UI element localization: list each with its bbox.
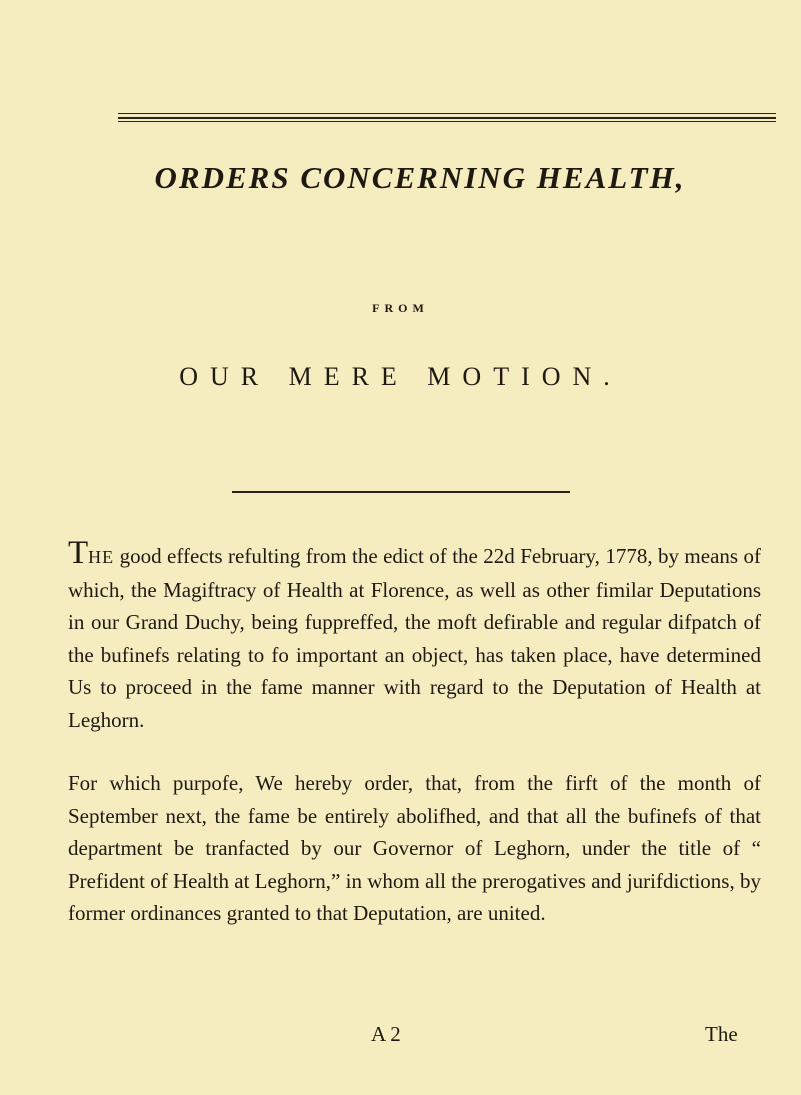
divider-rule [232,491,570,493]
paragraph-1-text: good effects refulting from the edict of the 22d February, 1778, by means of which, the Magiftracy of Health at Florence, as well as other fimilar Deputations in our Grand Duchy, being fuppreffed, the moft defirable and regular difpatch of the bufinefs relating to fo important an object, has taken place, have determined Us to proceed in the fame manner with regard to the Deputation of Health at Leghorn. [68,544,761,732]
top-rule [118,113,776,114]
opening-caps: HE [88,547,115,567]
from-label: FROM [372,301,429,315]
top-rule [118,121,776,122]
document-subtitle: OUR MERE MOTION. [179,362,622,391]
catchword: The [705,1022,738,1046]
document-title: ORDERS CONCERNING HEALTH, [154,160,686,195]
paragraph-2: For which purpofe, We hereby order, that, from the firft of the month of September next, the fame be entirely abolifhed, and that all the bufinefs of that department be tranfacted by our Governor of Leghorn, under the title of “ Prefident of Health at Leghorn,” in whom all the prerogatives and jurifdictions, by former ordinances granted to that Deputation, are united. [68,771,761,925]
body-text [68,535,761,930]
drop-cap: T [68,535,89,571]
signature-mark: A 2 [371,1022,401,1046]
paragraph-1 [68,535,761,736]
top-rule [118,117,776,119]
